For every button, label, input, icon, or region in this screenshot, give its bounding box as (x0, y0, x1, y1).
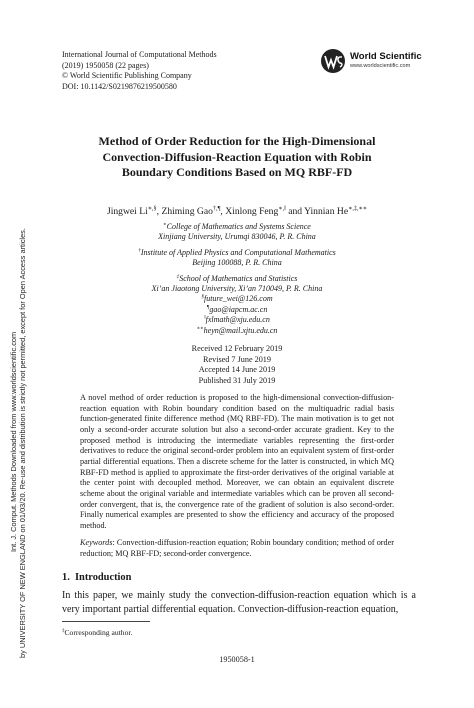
date-published: Published 31 July 2019 (198, 375, 276, 385)
footnote (62, 628, 132, 637)
date-accepted: Accepted 14 June 2019 (198, 365, 276, 375)
affiliations (60, 222, 414, 336)
publisher-url: www.worldscientific.com (350, 63, 411, 69)
author-marks: †,¶ (212, 204, 221, 212)
footnote-text: Corresponding author. (64, 628, 133, 637)
email-link[interactable]: heyn@mail.xjtu.edu.cn (203, 325, 278, 335)
intro-paragraph: In this paper, we mainly study the convection-diffusion-reaction equation which is a very important partial differential equation. Convection-diffusion-reaction equation, (62, 590, 416, 615)
affiliation-mark: ‡ (176, 272, 180, 279)
date-revised: Revised 7 June 2019 (203, 354, 271, 364)
paper-title (60, 134, 414, 181)
keywords-text: Convection-diffusion-reaction equation; Robin boundary condition; method of order reduction; MQ RBF-FD; second-order convergence. (80, 538, 394, 558)
author-marks: ∗,‡,∗∗ (348, 204, 368, 212)
side-download-notice (0, 0, 30, 708)
date-received: Received 12 February 2019 (191, 344, 283, 353)
author-marks: ∗,‖ (278, 204, 286, 212)
author-marks: ∗,§ (147, 204, 157, 212)
journal-name: International Journal of Computational Methods (62, 50, 217, 59)
title-line-3: Boundary Conditions Based on MQ RBF-FD (121, 165, 353, 179)
section-title: Introduction (75, 572, 132, 583)
world-scientific-logo-icon (320, 48, 346, 74)
title-line-2: Convection-Diffusion-Reaction Equation with Robin (102, 149, 372, 164)
publication-dates (60, 344, 414, 386)
side-note-line2: by UNIVERSITY OF NEW ENGLAND on 01/03/20. Re-use and distribution is strictly not permitted, except for Open Access articles. (18, 228, 27, 658)
affiliation-3-line-2: Xi’an Jiaotong University, Xi’an 710049, P. R. China (151, 284, 323, 294)
footnote-rule (62, 621, 150, 622)
publisher-name: World Scientific (350, 51, 422, 62)
email-line (60, 294, 414, 304)
affiliation-2-line-2: Beijing 100088, P. R. China (192, 258, 282, 268)
section-heading (62, 572, 131, 583)
keywords: Keywords: Convection-diffusion-reaction equation; Robin boundary condition; method of order reduction; MQ RBF-FD; second-order convergence. (80, 538, 394, 558)
email-line (60, 315, 414, 325)
email-mark: ‖ (204, 314, 206, 321)
email-line (60, 305, 414, 315)
section-number: 1. (62, 572, 70, 583)
affiliation-2-line-1: Institute of Applied Physics and Computational Mathematics (140, 247, 336, 257)
side-note-line1: Int. J. Comput. Methods Downloaded from www.worldscientific.com (9, 331, 18, 552)
affiliation-3-line-1: School of Mathematics and Statistics (179, 273, 298, 283)
author-name: Xinlong Feng (225, 206, 279, 217)
journal-volume: (2019) 1950058 (22 pages) (62, 60, 149, 70)
affiliation-mark: ∗ (163, 221, 167, 228)
author-name: Zhiming Gao (161, 206, 213, 217)
journal-header (62, 50, 217, 92)
affiliation-1-line-1: College of Mathematics and Systems Science (166, 222, 311, 231)
title-line-1: Method of Order Reduction for the High-Dimensional (98, 134, 376, 148)
publisher-logo (320, 48, 430, 74)
keywords-label: Keywords (80, 538, 113, 547)
copyright-line: © World Scientific Publishing Company (62, 71, 192, 81)
email-mark: § (201, 293, 204, 300)
email-mark: ¶ (206, 304, 210, 311)
author-name: Jingwei Li (106, 206, 148, 217)
affiliation-mark: † (138, 247, 141, 254)
doi-line: DOI: 10.1142/S0219876219500580 (62, 81, 177, 91)
author-list: Jingwei Li∗,§, Zhiming Gao†,¶, Xinlong Feng∗,‖ and Yinnian He∗,‡,∗∗ (106, 204, 368, 217)
abstract: A novel method of order reduction is proposed to the high-dimensional convection-diffusion-reaction equation with Robin boundary condition based on the multiquadric radial basis function-generated finite difference method (MQ RBF-FD). The main motivation is to get not only a second-order accurate solution but also a second-order accurate gradient. Key to the proposed method is introducing the intermediate variables representing the first-order derivatives to reduce the original second-order problem into an equivalent system of first-order partial differential equations. Then a discrete scheme for the latter is constructed, in which MQ RBF-FD method is applied to approximate the first-order derivatives of the original variable at the center point with decoupled method. Moreover, we can obtain an equivalent discrete scheme about the original variable and intermediate variables which can be proven all second-order convergent, that is, the convergence rate of the gradient of solution is also second-order. Finally numerical examples are presented to show the efficiency and accuracy of the proposed method. (80, 393, 394, 530)
email-link[interactable]: gao@iapcm.ac.cn (209, 304, 268, 314)
email-mark: ∗∗ (196, 325, 204, 331)
footnote-mark: ‡ (62, 628, 65, 634)
author-name: Yinnian He (304, 206, 349, 217)
email-link[interactable]: fxlmath@xju.edu.cn (205, 315, 270, 325)
email-link[interactable]: future_wei@126.com (203, 294, 273, 304)
page-number: 1950058-1 (219, 655, 255, 664)
email-line (60, 326, 414, 336)
affiliation-1-line-2: Xinjiang University, Urumqi 830046, P. R. China (158, 232, 316, 242)
